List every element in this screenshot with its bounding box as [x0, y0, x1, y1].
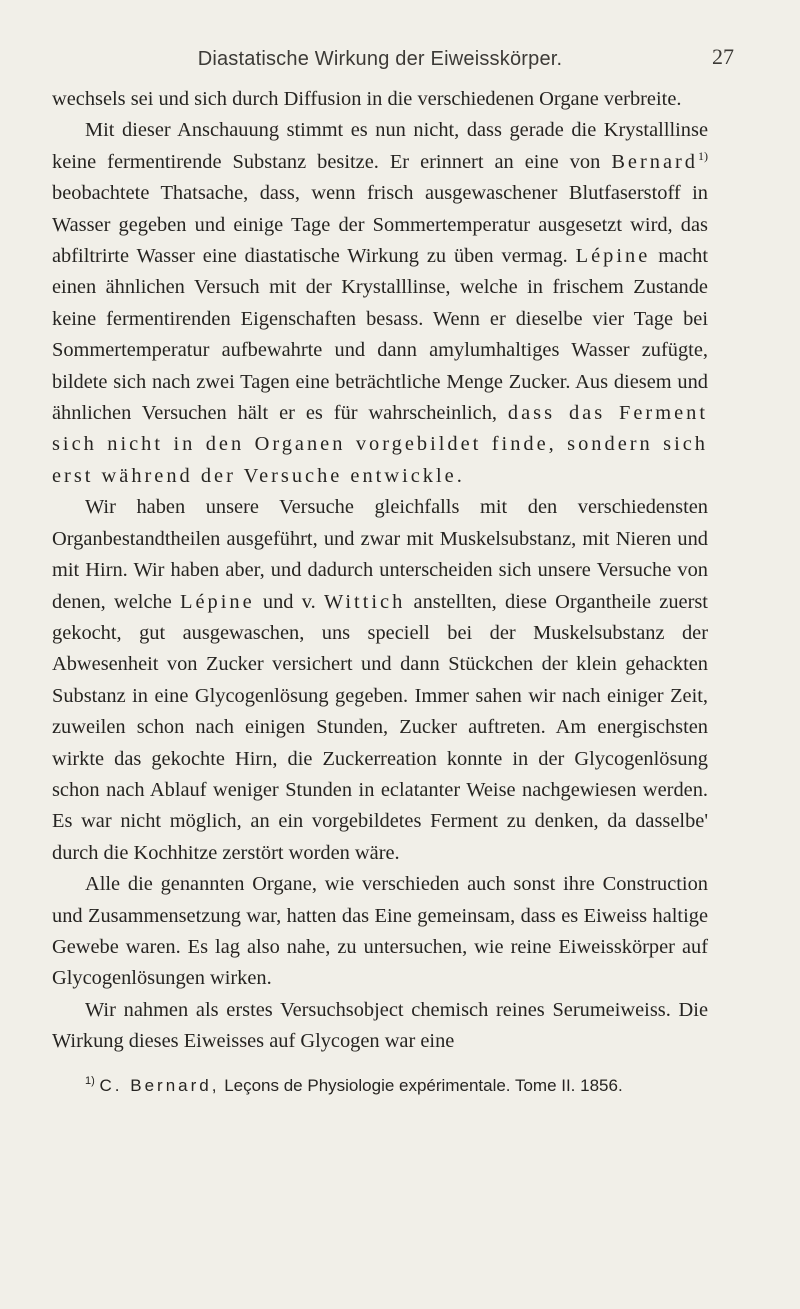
- author-name-wittich: Wittich: [323, 590, 406, 613]
- running-title: Diastatische Wirkung der Eiweisskörper.: [197, 48, 563, 70]
- paragraph-2-text-c: macht einen ähnlichen Versuch mit der Krystalllinse, welche in frischem Zustande keine fermentirenden Eigenschaften besass. Wenn er dieselbe vier Tage bei Sommertemperatur aufbewahrte und dann amylumhaltiges Wasser zufügte, bildete sich nach zwei Tagen eine beträchtliche Menge Zucker. Aus diesem und ähnlichen Versuchen hält er es für wahrscheinlich,: [52, 245, 709, 425]
- author-name-bernard: Bernard: [611, 150, 698, 173]
- paragraph-2-text-b: beobachtete Thatsache, dass, wenn frisch ausgewaschener Blutfaserstoff in Wasser gegeben und einige Tage der Sommertemperatur ausgesetzt wird, das abfiltrirte Wasser eine diastatische Wirkung zu üben vermag.: [52, 182, 708, 268]
- footnote: [52, 1074, 708, 1098]
- footnote-author: C. Bernard,: [99, 1075, 220, 1095]
- paragraph-3: [52, 492, 708, 869]
- paragraph-5: Wir nahmen als erstes Versuchsobject chemisch reines Serumeiweiss. Die Wirkung dieses Eiweisses auf Glycogen war eine: [52, 998, 708, 1053]
- footnote-marker: 1): [85, 1074, 95, 1087]
- paragraph-4: Alle die genannten Organe, wie verschieden auch sonst ihre Construction und Zusammensetzung war, hatten das Eine gemeinsam, dass es Eiweiss haltige Gewebe waren. Es lag also nahe, zu untersuchen, wie reine Eiweisskörper auf Glycogenlösungen wirken.: [52, 873, 708, 990]
- running-header: [52, 0, 734, 70]
- paragraph-2: [52, 115, 708, 492]
- footnote-text: Leçons de Physiologie expérimentale. Tome II. 1856.: [224, 1075, 623, 1095]
- body-text: [52, 84, 708, 1058]
- paragraph-3-text-b: anstellten, diese Organtheile zuerst gekocht, gut ausgewaschen, uns speciell bei der Muskelsubstanz der Abwesenheit von Zucker versichert und dann Stückchen der klein gehackten Substanz in eine Glycogenlösung gegeben. Immer sahen wir nach einiger Zeit, zuweilen schon nach einigen Stunden, Zucker auftreten. Am energischsten wirkte das gekochte Hirn, die Zuckerreation konnte in der Glycogenlösung schon nach Ablauf weniger Stunden in eclatanter Weise nachgewiesen werden. Es war nicht möglich, an ein vorgebildetes Ferment zu denken, da dasselbe' durch die Kochhitze zerstört worden wäre.: [52, 590, 708, 864]
- paragraph-3-conjunction: und v.: [262, 590, 316, 613]
- page-number: 27: [712, 44, 734, 69]
- author-name-lepine: Lépine: [575, 245, 651, 268]
- paragraph-3-text-a: Wir haben unsere Versuche gleichfalls mit den verschiedensten Organbestandtheilen ausgeführt, und zwar mit Muskelsubstanz, mit Nieren und mit Hirn. Wir haben aber, und dadurch unterscheiden sich unsere Versuche von denen, welche: [52, 496, 708, 613]
- emphasized-conclusion: dass das Ferment sich nicht in den Organen vorgebildet finde, sondern sich erst während der Versuche entwickle.: [52, 402, 708, 487]
- footnote-reference: 1): [698, 148, 708, 163]
- paragraph-1: wechsels sei und sich durch Diffusion in die verschiedenen Organe verbreite.: [52, 88, 682, 110]
- author-name-lepine-2: Lépine: [180, 590, 255, 613]
- paragraph-2-text-a: Mit dieser Anschauung stimmt es nun nicht, dass gerade die Krystalllinse keine fermentirende Substanz besitze. Er erinnert an eine von: [52, 119, 708, 173]
